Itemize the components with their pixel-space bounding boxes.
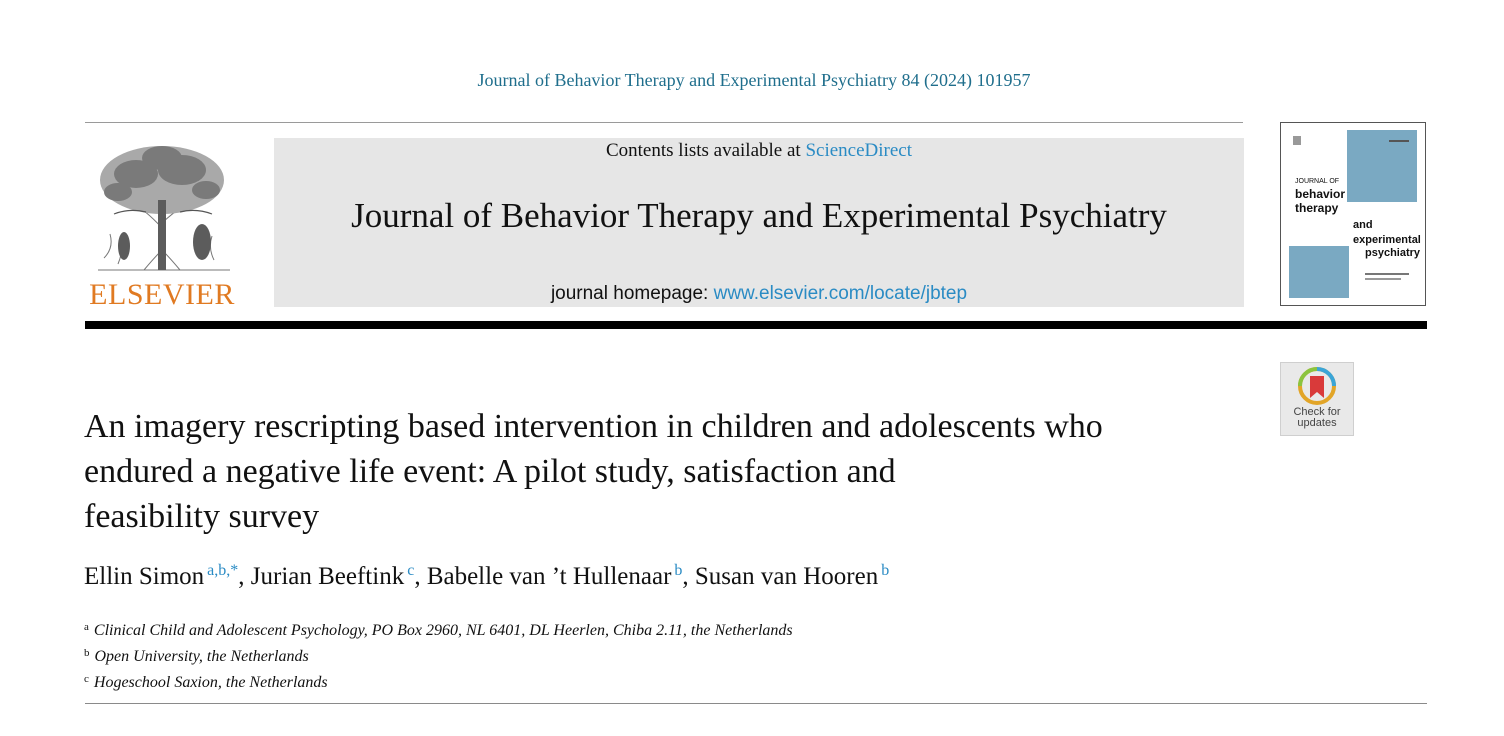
author-name[interactable]: Ellin Simon: [84, 563, 205, 590]
tree-icon: [84, 138, 240, 274]
check-updates-label: [1281, 407, 1353, 429]
author-name[interactable]: Babelle van ’t Hullenaar: [426, 563, 672, 590]
check-updates-line1: Check for: [1293, 406, 1341, 418]
author-affiliation-marks[interactable]: c: [407, 562, 415, 579]
affiliation-mark: a: [84, 621, 89, 633]
journal-masthead: [274, 138, 1244, 307]
journal-homepage-link[interactable]: www.elsevier.com/locate/jbtep: [713, 283, 968, 304]
author-affiliation-marks[interactable]: b: [674, 562, 683, 579]
contents-prefix: Contents lists available at: [605, 140, 801, 161]
journal-citation[interactable]: Journal of Behavior Therapy and Experimental Psychiatry 84 (2024) 101957: [477, 70, 1031, 90]
author-name[interactable]: Susan van Hooren: [694, 563, 879, 590]
elsevier-logo[interactable]: [84, 138, 240, 311]
bottom-divider: [85, 703, 1427, 704]
top-divider: [85, 122, 1243, 123]
homepage-line: [274, 283, 1244, 305]
author-affiliation-marks[interactable]: a,b,*: [207, 562, 239, 579]
check-updates-line2: updates: [1297, 417, 1337, 429]
affiliation-text: Open University, the Netherlands: [94, 648, 309, 665]
affiliation-item: [84, 642, 793, 668]
cover-page: [1289, 130, 1421, 298]
affiliation-item: [84, 668, 793, 694]
author-affiliation-marks[interactable]: b: [881, 562, 890, 579]
author-name[interactable]: Jurian Beeftink: [250, 563, 405, 590]
article-title: [84, 404, 1264, 539]
affiliation-text: Hogeschool Saxion, the Netherlands: [93, 674, 328, 691]
cover-title-4: and: [1353, 219, 1373, 231]
affiliation-item: [84, 616, 793, 642]
author-list: [84, 562, 889, 591]
sciencedirect-link[interactable]: ScienceDirect: [805, 140, 913, 161]
affiliation-list: [84, 616, 793, 694]
affiliation-text: Clinical Child and Adolescent Psychology, PO Box 2960, NL 6401, DL Heerlen, Chiba 2.11, the Netherlands: [93, 622, 793, 639]
journal-cover-thumbnail[interactable]: [1280, 122, 1426, 306]
author-separator: ,: [238, 563, 251, 590]
author-separator: ,: [414, 563, 427, 590]
update-badge-icon: [1281, 363, 1353, 407]
cover-title-5: experimental: [1353, 234, 1421, 246]
author-separator: ,: [682, 563, 695, 590]
check-for-updates-button[interactable]: [1280, 362, 1354, 436]
cover-title-3: therapy: [1295, 201, 1339, 215]
cover-title-1: JOURNAL OF: [1295, 178, 1340, 185]
affiliation-mark: c: [84, 673, 89, 685]
elsevier-wordmark: ELSEVIER: [89, 278, 235, 311]
cover-title-2: behavior: [1295, 187, 1346, 201]
journal-name: Journal of Behavior Therapy and Experimental Psychiatry: [351, 196, 1167, 235]
title-line-1: An imagery rescripting based intervention in children and adolescents who: [84, 408, 1103, 445]
affiliation-mark: b: [84, 647, 90, 659]
contents-line: [274, 140, 1244, 162]
title-line-2: endured a negative life event: A pilot study, satisfaction and: [84, 453, 896, 490]
title-line-3: feasibility survey: [84, 498, 320, 535]
cover-title-6: psychiatry: [1365, 247, 1421, 259]
header-rule: [85, 321, 1427, 329]
homepage-prefix: journal homepage:: [550, 283, 709, 304]
